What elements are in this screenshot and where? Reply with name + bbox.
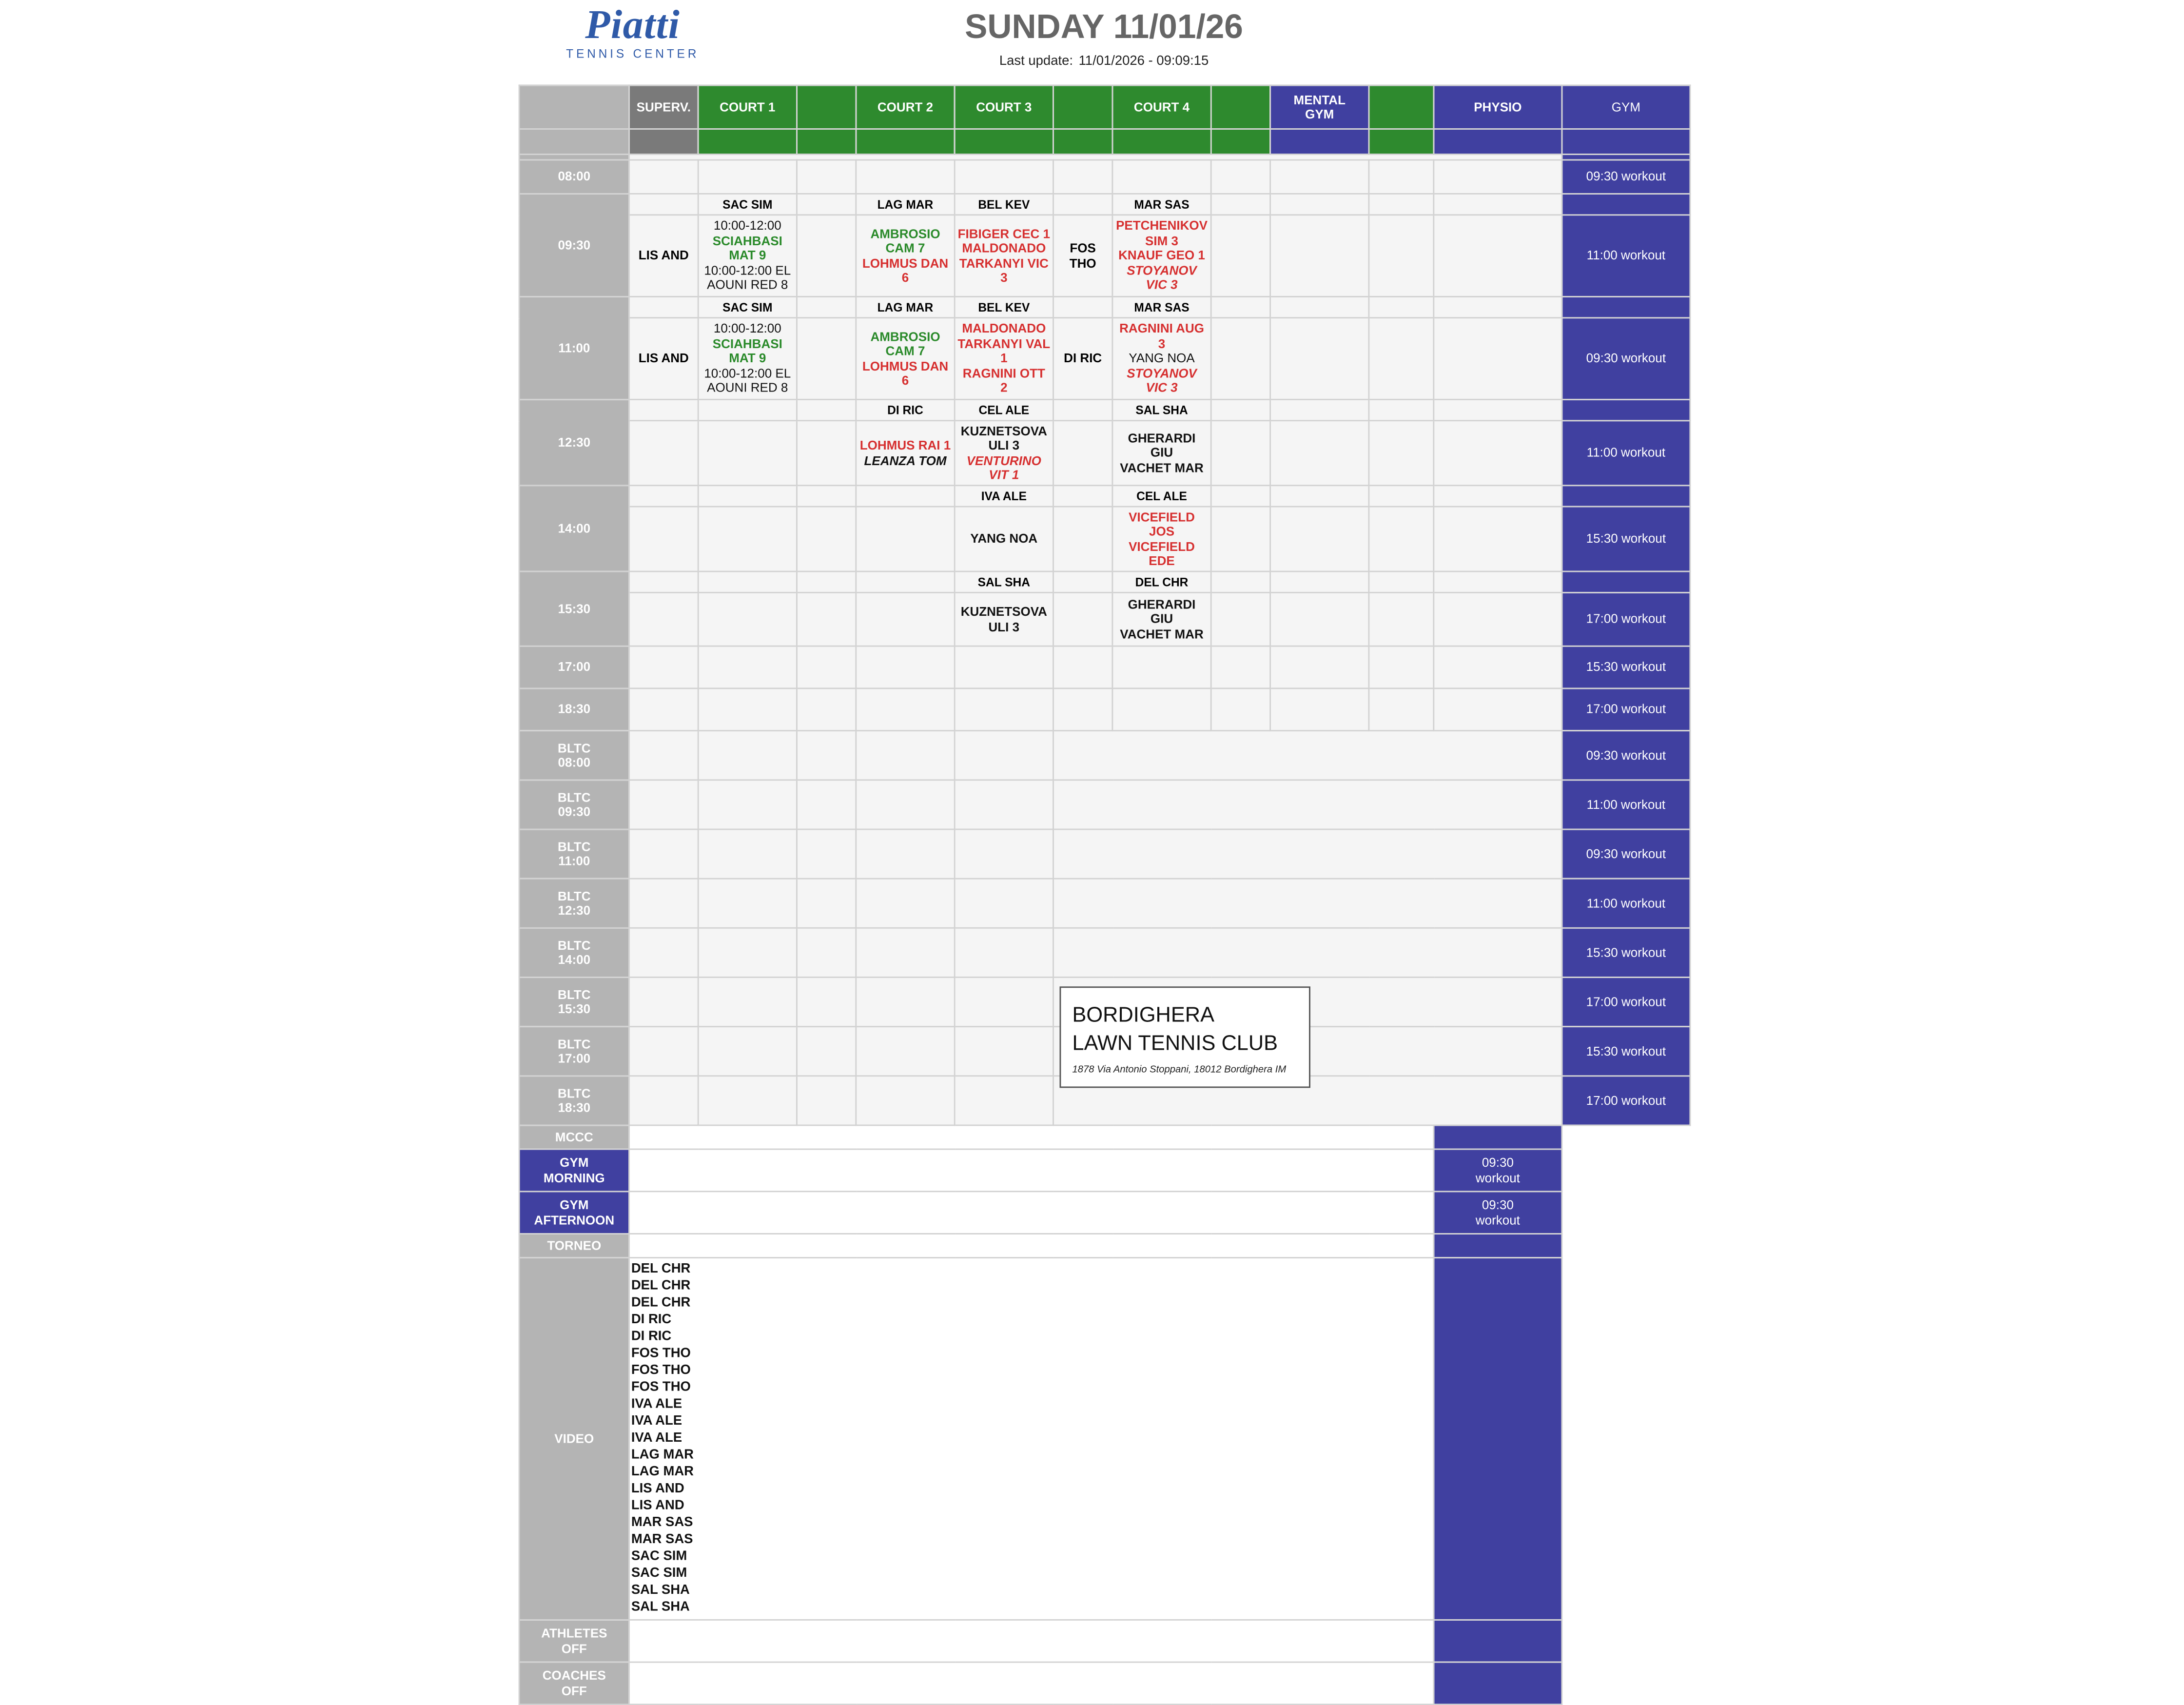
- gym-workout[interactable]: 17:00 workout: [1562, 592, 1690, 646]
- coaches-off-l1: COACHES: [542, 1668, 606, 1683]
- col-mental-gym[interactable]: [1270, 85, 1369, 129]
- coach-court-4[interactable]: SAL SHA: [1112, 399, 1211, 420]
- session-line: VICEFIELD: [1129, 539, 1195, 553]
- bltc-row: [519, 879, 1690, 928]
- club-name-l1: BORDIGHERA: [1072, 1003, 1215, 1028]
- session-court-2[interactable]: [856, 318, 955, 400]
- gym-workout[interactable]: 11:00 workout: [1562, 421, 1690, 486]
- list-item: DI RIC: [631, 1312, 672, 1328]
- bltc-time-label: [519, 977, 629, 1026]
- coach-court-2[interactable]: LAG MAR: [856, 194, 955, 215]
- time-label: 14:00: [519, 486, 629, 571]
- session-court-4[interactable]: [1112, 318, 1211, 400]
- list-item: LAG MAR: [631, 1464, 694, 1480]
- physio-workout[interactable]: 11:00 workout: [1562, 879, 1690, 928]
- session-line: JOS: [1149, 524, 1175, 539]
- session-court-4[interactable]: [1112, 592, 1211, 646]
- gym-workout[interactable]: 09:30 workout: [1562, 318, 1690, 400]
- list-item: LIS AND: [631, 1481, 684, 1497]
- bltc-merged-area[interactable]: [1053, 731, 1561, 780]
- slot-row-1830: [519, 688, 1690, 731]
- coaches-off-label: [519, 1662, 629, 1705]
- coach-court-4[interactable]: DEL CHR: [1112, 571, 1211, 592]
- slot-row-1700: [519, 646, 1690, 688]
- bltc-time: 11:00: [558, 854, 590, 868]
- session-line: SCIAHBASI: [712, 234, 782, 248]
- physio-workout[interactable]: 11:00 workout: [1562, 780, 1690, 829]
- session-court-4[interactable]: [1112, 421, 1211, 486]
- video-label: VIDEO: [519, 1258, 629, 1620]
- coach-court-2[interactable]: LAG MAR: [856, 296, 955, 317]
- session-line: VIC 3: [1146, 278, 1178, 293]
- time-label: 17:00: [519, 646, 629, 688]
- session-line: MAT 9: [729, 248, 766, 263]
- gym-workout[interactable]: 11:00 workout: [1562, 215, 1690, 297]
- coach-court-2[interactable]: DI RIC: [856, 399, 955, 420]
- session-court-1[interactable]: [698, 318, 797, 400]
- header-corner: [519, 85, 629, 129]
- session-line: AOUNI RED 8: [707, 278, 788, 293]
- mccc-area[interactable]: [629, 1125, 1434, 1149]
- col-court-3b: [1053, 85, 1112, 129]
- bltc-prefix: BLTC: [558, 790, 591, 804]
- last-update-value: 11/01/2026 - 09:09:15: [1078, 53, 1209, 69]
- bltc-merged-area[interactable]: [1053, 879, 1561, 928]
- logo-wordmark: Piatti: [585, 2, 681, 48]
- list-item: FOS THO: [631, 1362, 691, 1378]
- list-item: SAL SHA: [631, 1582, 690, 1598]
- session-line: LOHMUS RAI 1: [859, 438, 951, 452]
- bltc-time: 08:00: [558, 755, 591, 770]
- gym-workout[interactable]: 17:00 workout: [1562, 688, 1690, 731]
- session-line: KUZNETSOVA: [960, 604, 1047, 619]
- coach-court-1[interactable]: SAC SIM: [698, 194, 797, 215]
- bltc-time: 15:30: [558, 1002, 591, 1016]
- session-line: 10:00-12:00: [713, 321, 781, 336]
- session-line: STOYANOV: [1127, 263, 1197, 277]
- session-line: SIM 3: [1145, 234, 1179, 248]
- bltc-prefix: BLTC: [558, 888, 591, 903]
- col-gym[interactable]: GYM: [1562, 85, 1690, 129]
- session-line: 6: [901, 270, 909, 285]
- col-court-4b: [1211, 85, 1270, 129]
- bltc-time-label: [519, 928, 629, 977]
- time-label: 15:30: [519, 571, 629, 646]
- coach-court-3[interactable]: SAL SHA: [955, 571, 1053, 592]
- bltc-merged-area[interactable]: [1053, 928, 1561, 977]
- time-label: 09:30: [519, 194, 629, 296]
- gym-afternoon-time: 09:30: [1482, 1197, 1514, 1212]
- athletes-off-row: [519, 1620, 1690, 1662]
- session-line: FIBIGER CEC 1: [957, 226, 1050, 240]
- gym-morning-workout[interactable]: [1434, 1149, 1562, 1192]
- session-line: GHERARDI: [1128, 597, 1196, 611]
- bltc-row: [519, 780, 1690, 829]
- session-line: 1: [1000, 351, 1008, 366]
- supervisor-cell[interactable]: LIS AND: [629, 215, 699, 297]
- physio-workout[interactable]: 09:30 workout: [1562, 829, 1690, 879]
- athletes-off-l2: OFF: [561, 1641, 587, 1655]
- session-line: MAT 9: [729, 351, 766, 366]
- bltc-time: 17:00: [558, 1051, 591, 1066]
- session-line: AOUNI RED 8: [707, 381, 788, 395]
- gym-afternoon-l2: AFTERNOON: [534, 1213, 615, 1227]
- session-line: MALDONADO: [962, 241, 1046, 255]
- list-item: FOS THO: [631, 1379, 691, 1395]
- supervisor-cell[interactable]: LIS AND: [629, 318, 699, 400]
- slot-coach-row-0930: [519, 194, 1690, 215]
- list-item: MAR SAS: [631, 1515, 693, 1530]
- session-court-3b[interactable]: FOS THO: [1053, 215, 1112, 297]
- athletes-off-area[interactable]: [629, 1620, 1434, 1662]
- torneo-area[interactable]: [629, 1234, 1434, 1257]
- session-line: ULI 3: [988, 619, 1020, 634]
- gym-morning-l1: GYM: [560, 1156, 589, 1170]
- list-item: DI RIC: [631, 1329, 672, 1345]
- session-line: LOHMUS DAN: [862, 255, 949, 270]
- gym-morning-l2: MORNING: [543, 1170, 605, 1185]
- slot-coach-row-1100: [519, 296, 1690, 317]
- session-line: KNAUF GEO 1: [1118, 248, 1205, 263]
- physio-workout[interactable]: 17:00 workout: [1562, 977, 1690, 1026]
- col-superv[interactable]: SUPERV.: [629, 85, 699, 129]
- bltc-time-label: [519, 879, 629, 928]
- session-line: STOYANOV: [1127, 366, 1197, 380]
- physio-workout[interactable]: 09:30 workout: [1562, 731, 1690, 780]
- time-label: 18:30: [519, 688, 629, 731]
- bltc-time-label: [519, 780, 629, 829]
- list-item: DEL CHR: [631, 1261, 691, 1277]
- page-header: [519, 0, 1690, 82]
- club-name: [1072, 1002, 1278, 1058]
- time-label: 08:00: [519, 160, 629, 194]
- coach-court-1[interactable]: SAC SIM: [698, 296, 797, 317]
- session-line: PETCHENIKOV: [1116, 218, 1208, 233]
- bltc-time: 12:30: [558, 903, 591, 918]
- bltc-time-label: [519, 1076, 629, 1125]
- session-line: VACHET MAR: [1120, 627, 1204, 641]
- session-court-3[interactable]: [955, 421, 1053, 486]
- torneo-row: [519, 1234, 1690, 1257]
- coaches-off-row: [519, 1662, 1690, 1705]
- session-line: 10:00-12:00 EL: [704, 263, 791, 277]
- bltc-prefix: BLTC: [558, 987, 591, 1001]
- last-update-label: Last update:: [999, 53, 1073, 69]
- schedule-table: [519, 84, 1691, 1705]
- gym-afternoon-area[interactable]: [629, 1192, 1434, 1234]
- slot-row-1230: [519, 421, 1690, 486]
- session-court-1[interactable]: [698, 215, 797, 297]
- coach-court-4[interactable]: MAR SAS: [1112, 296, 1211, 317]
- slot-row-1530: [519, 592, 1690, 646]
- session-line: YANG NOA: [970, 531, 1038, 546]
- session-line: 10:00-12:00: [713, 218, 781, 233]
- session-line: GIU: [1150, 612, 1173, 627]
- list-item: SAC SIM: [631, 1566, 687, 1581]
- video-row: [519, 1258, 1690, 1620]
- session-line: EDE: [1149, 553, 1175, 568]
- bltc-time-label: [519, 731, 629, 780]
- gym-workout[interactable]: 15:30 workout: [1562, 507, 1690, 571]
- gym-morning-label: [519, 1149, 629, 1192]
- logo-subtitle: TENNIS CENTER: [566, 46, 700, 61]
- gym-morning-row: [519, 1149, 1690, 1192]
- physio-workout[interactable]: 17:00 workout: [1562, 1076, 1690, 1125]
- session-line: AMBROSIO: [870, 329, 940, 343]
- last-update: [519, 54, 1690, 69]
- coach-court-4[interactable]: CEL ALE: [1112, 486, 1211, 507]
- club-info-box: [1060, 986, 1310, 1088]
- session-line: VENTURINO: [966, 453, 1041, 468]
- bltc-time: 14:00: [558, 952, 591, 967]
- session-court-3[interactable]: [955, 215, 1053, 297]
- list-item: LAG MAR: [631, 1447, 694, 1463]
- session-court-3b[interactable]: DI RIC: [1053, 318, 1112, 400]
- gym-afternoon-l1: GYM: [560, 1197, 589, 1212]
- bltc-prefix: BLTC: [558, 938, 591, 952]
- session-line: ULI 3: [988, 438, 1020, 452]
- mccc-label: MCCC: [519, 1125, 629, 1149]
- torneo-label: TORNEO: [519, 1234, 629, 1257]
- session-court-2[interactable]: [856, 421, 955, 486]
- session-line: VACHET MAR: [1120, 460, 1204, 475]
- gym-morning-area[interactable]: [629, 1149, 1434, 1192]
- list-item: DEL CHR: [631, 1278, 691, 1294]
- slot-row-0930: [519, 215, 1690, 297]
- list-item: SAL SHA: [631, 1599, 690, 1615]
- col-physio[interactable]: PHYSIO: [1434, 85, 1562, 129]
- bltc-time-label: [519, 829, 629, 879]
- bltc-prefix: BLTC: [558, 839, 591, 854]
- page-title: SUNDAY 11/01/26: [965, 8, 1243, 47]
- session-line: 2: [1000, 381, 1008, 395]
- session-line: RAGNINI AUG: [1119, 321, 1204, 336]
- col-court-1b: [797, 85, 856, 129]
- coach-court-3[interactable]: BEL KEV: [955, 296, 1053, 317]
- slot-row-1100: [519, 318, 1690, 400]
- session-line: 10:00-12:00 EL: [704, 366, 791, 380]
- coach-court-4[interactable]: MAR SAS: [1112, 194, 1211, 215]
- session-line: 3: [1000, 270, 1008, 285]
- session-line: MALDONADO: [962, 321, 1046, 336]
- bltc-prefix: BLTC: [558, 1085, 591, 1100]
- gym-afternoon-label: [519, 1192, 629, 1234]
- video-list[interactable]: [629, 1258, 1434, 1620]
- bltc-row: [519, 928, 1690, 977]
- session-line: KUZNETSOVA: [960, 423, 1047, 438]
- mccc-row: [519, 1125, 1690, 1149]
- col-court-3[interactable]: COURT 3: [955, 85, 1053, 129]
- session-line: LEANZA TOM: [864, 453, 947, 468]
- athletes-off-l1: ATHLETES: [541, 1626, 607, 1641]
- column-subheader-row: [519, 129, 1690, 154]
- session-line: VIT 1: [989, 468, 1019, 482]
- bltc-merged-area[interactable]: [1053, 829, 1561, 879]
- list-item: MAR SAS: [631, 1531, 693, 1548]
- session-court-2[interactable]: [856, 215, 955, 297]
- physio-workout[interactable]: 15:30 workout: [1562, 1027, 1690, 1076]
- gym-morning-time: 09:30: [1482, 1156, 1514, 1170]
- col-court-2[interactable]: COURT 2: [856, 85, 955, 129]
- coach-court-3[interactable]: CEL ALE: [955, 399, 1053, 420]
- slot-coach-row-1230: [519, 399, 1690, 420]
- bltc-time-label: [519, 1027, 629, 1076]
- list-item: DEL CHR: [631, 1295, 691, 1311]
- session-line: CAM 7: [885, 241, 925, 255]
- session-line: AMBROSIO: [870, 226, 940, 240]
- col-court-4[interactable]: COURT 4: [1112, 85, 1211, 129]
- list-item: SAC SIM: [631, 1548, 687, 1565]
- physio-workout[interactable]: 15:30 workout: [1562, 928, 1690, 977]
- athletes-off-label: [519, 1620, 629, 1662]
- list-item: IVA ALE: [631, 1430, 682, 1446]
- bltc-time: 09:30: [558, 804, 591, 819]
- session-line: GHERARDI: [1128, 431, 1196, 445]
- gym-afternoon-workout[interactable]: [1434, 1192, 1562, 1234]
- col-extra-green: [1369, 85, 1434, 129]
- club-address: 1878 Via Antonio Stoppani, 18012 Bordighera IM: [1072, 1065, 1287, 1076]
- coaches-off-area[interactable]: [629, 1662, 1434, 1705]
- session-court-3[interactable]: [955, 507, 1053, 571]
- session-court-4[interactable]: [1112, 507, 1211, 571]
- col-court-1[interactable]: COURT 1: [698, 85, 797, 129]
- session-line: TARKANYI VIC: [959, 255, 1049, 270]
- session-line: SCIAHBASI: [712, 336, 782, 351]
- session-court-3[interactable]: [955, 592, 1053, 646]
- bltc-prefix: BLTC: [558, 1036, 591, 1051]
- slot-row-0800: [519, 160, 1690, 194]
- bltc-row: [519, 829, 1690, 879]
- time-label: 12:30: [519, 399, 629, 485]
- coach-court-3[interactable]: IVA ALE: [955, 486, 1053, 507]
- club-name-l2: LAWN TENNIS CLUB: [1072, 1031, 1278, 1056]
- bltc-prefix: BLTC: [558, 740, 591, 755]
- list-item: IVA ALE: [631, 1413, 682, 1429]
- session-line: LOHMUS DAN: [862, 358, 949, 373]
- list-item: IVA ALE: [631, 1396, 682, 1412]
- col-mental-gym-l2: GYM: [1305, 107, 1334, 121]
- session-line: 3: [1158, 336, 1166, 351]
- session-line: RAGNINI OTT: [962, 366, 1045, 380]
- session-line: YANG NOA: [1129, 351, 1195, 366]
- session-line: VIC 3: [1146, 381, 1178, 395]
- coaches-off-l2: OFF: [561, 1683, 587, 1698]
- session-line: VICEFIELD: [1129, 509, 1195, 524]
- slot-coach-row-1400: [519, 486, 1690, 507]
- list-item: FOS THO: [631, 1346, 691, 1362]
- session-line: CAM 7: [885, 344, 925, 358]
- session-line: GIU: [1150, 446, 1173, 460]
- gym-workout[interactable]: 15:30 workout: [1562, 646, 1690, 688]
- coach-court-3[interactable]: BEL KEV: [955, 194, 1053, 215]
- session-court-3[interactable]: [955, 318, 1053, 400]
- gym-afternoon-row: [519, 1192, 1690, 1234]
- gym-morning-kind: workout: [1475, 1170, 1520, 1185]
- session-line: 6: [901, 373, 909, 388]
- column-header-row: [519, 85, 1690, 129]
- bltc-merged-area[interactable]: [1053, 780, 1561, 829]
- gym-workout[interactable]: 09:30 workout: [1562, 160, 1690, 194]
- time-label: 11:00: [519, 296, 629, 399]
- slot-coach-row-1530: [519, 571, 1690, 592]
- slot-row-1400: [519, 507, 1690, 571]
- bltc-time: 18:30: [558, 1100, 591, 1115]
- gym-afternoon-kind: workout: [1475, 1213, 1520, 1227]
- list-item: LIS AND: [631, 1498, 684, 1514]
- col-mental-gym-l1: MENTAL: [1293, 92, 1346, 107]
- bltc-row: [519, 731, 1690, 780]
- session-court-4[interactable]: [1112, 215, 1211, 297]
- session-line: TARKANYI VAL: [957, 336, 1051, 351]
